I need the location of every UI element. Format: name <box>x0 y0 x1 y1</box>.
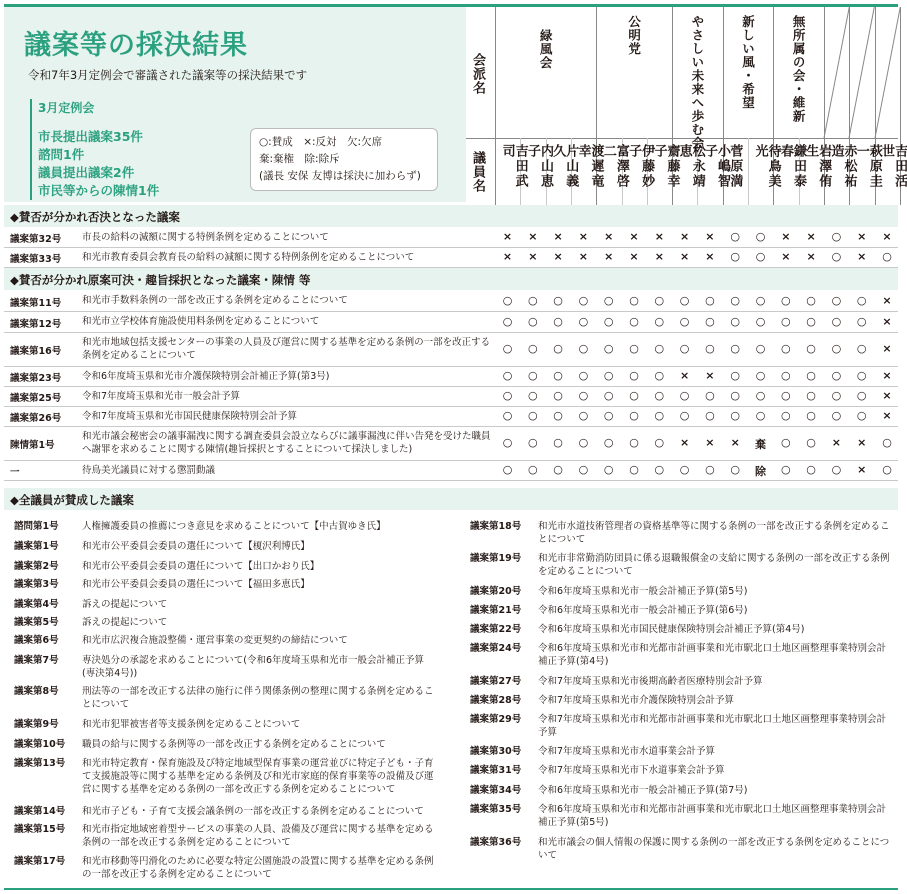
member-name: 萩原圭一 <box>853 144 882 189</box>
bill-number: 議案第27号 <box>470 676 522 687</box>
bill-title: 令和6年度埼玉県和光市一般会計補正予算(第6号) <box>538 605 748 616</box>
vote-mark: ○ <box>831 463 842 476</box>
vote-mark: ○ <box>705 342 715 355</box>
vote-mark: ○ <box>806 342 816 355</box>
vote-mark: × <box>857 463 867 476</box>
member-name: 菅原満 <box>727 144 743 189</box>
vote-mark: × <box>679 369 690 382</box>
vote-mark: ○ <box>527 314 538 328</box>
vote-mark: × <box>654 230 664 243</box>
vote-mark: ○ <box>755 342 766 355</box>
legend-box <box>250 128 438 191</box>
vote-mark: × <box>553 250 563 263</box>
bill-title: 待鳥美光議員に対する懲罰動議 <box>82 464 216 476</box>
vote-mark: ○ <box>603 342 614 355</box>
grid-column-line <box>748 138 749 205</box>
bill-title: 和光市議会の個人情報の保護に関する条例の一部を改正する条例を定めることについて <box>538 837 890 861</box>
page-title: 議案等の採決結果 <box>24 30 248 61</box>
bill-title: 和光市議会秘密会の議事漏洩に関する調査委員会設立ならびに議事漏洩に伴い告発を受けた職員へ謝罪を求めることに関する陳情(趣旨採択とすることについて採決しました) <box>82 431 491 455</box>
vote-mark: ○ <box>553 409 563 422</box>
vote-row <box>4 228 898 248</box>
vote-mark: × <box>806 250 816 263</box>
vote-mark: ○ <box>806 389 816 402</box>
vote-mark: ○ <box>679 293 690 307</box>
legend-line: 棄:棄権 除:除斥 <box>259 153 340 165</box>
vote-mark: × <box>882 369 892 382</box>
bill-title: 令和6年度埼玉県和光市和光都市計画事業和光市駅北口土地区画整理事業特別会計補正予算(第4号) <box>538 643 887 667</box>
bill-number: 議案第30号 <box>470 746 522 757</box>
bill-number: 議案第15号 <box>14 824 66 835</box>
member-header-grid <box>466 4 907 202</box>
bottom-rule <box>4 888 898 890</box>
vote-mark: ○ <box>679 342 690 355</box>
vote-mark: ○ <box>629 369 639 382</box>
vote-mark: ○ <box>654 463 665 476</box>
vote-mark: ○ <box>527 463 538 476</box>
vote-mark: ○ <box>578 314 589 328</box>
vote-mark: × <box>857 436 867 449</box>
vote-row <box>4 333 898 367</box>
vote-mark: ○ <box>502 389 513 402</box>
vote-mark: ○ <box>654 342 665 355</box>
vote-mark: ○ <box>527 409 538 422</box>
vote-mark: ○ <box>679 389 690 402</box>
vote-row <box>4 461 898 481</box>
bill-title: 令和7年度埼玉県和光市水道事業会計予算 <box>538 746 716 757</box>
bill-title: 和光市子ども・子育て支援会議条例の一部を改正する条例を定めることについて <box>82 806 424 817</box>
vote-mark: ○ <box>578 409 589 422</box>
vote-mark: ○ <box>578 293 589 307</box>
vote-row <box>4 312 898 333</box>
bill-title: 訴えの提起について <box>82 599 168 610</box>
page-subtitle: 令和7年3月定例会で審議された議案等の採決結果です <box>28 68 308 82</box>
bill-title: 令和7年度埼玉県和光市一般会計予算 <box>82 390 241 402</box>
vote-mark: ○ <box>654 389 665 402</box>
diagonal-line <box>849 7 874 138</box>
vote-mark: ○ <box>806 369 816 382</box>
vote-mark: ○ <box>856 369 867 382</box>
vote-mark: ○ <box>603 389 614 402</box>
bill-number: 議案第23号 <box>10 373 62 384</box>
vote-mark: ○ <box>679 314 690 328</box>
bill-number: 一 <box>10 467 20 478</box>
party-name: 公明党 <box>626 15 642 56</box>
bill-number: 議案第14号 <box>14 806 66 817</box>
member-name: 小嶋智子 <box>702 144 731 189</box>
vote-row <box>4 427 898 461</box>
bill-number: 議案第33号 <box>10 254 62 265</box>
bill-title: 和光市特定教育・保育施設及び特定地域型保育事業の運営並びに特定子ども・子育て支援施設等に関する基準を定める条例及び和光市家庭的保育事業等の設備及び運営に関する基準を定める条例の一部を改正する条例を定めることについて <box>82 758 434 795</box>
bill-title: 和光市公平委員会委員の選任について【榎沢利博氏】 <box>82 541 310 552</box>
vote-mark: ○ <box>527 436 538 449</box>
vote-mark: ○ <box>629 314 639 328</box>
vote-mark: ○ <box>553 436 563 449</box>
vote-mark: ○ <box>502 342 513 355</box>
bill-title: 和光市非常勤消防団員に係る退職報償金の支給に関する条例の一部を改正する条例を定めることについて <box>538 553 890 577</box>
vote-mark: ○ <box>831 409 842 422</box>
vote-mark: ○ <box>780 389 791 402</box>
bill-number: 議案第12号 <box>10 318 62 330</box>
vote-mark: × <box>781 250 791 263</box>
vote-mark: ○ <box>755 230 766 243</box>
member-name: 吉田武司 <box>499 144 528 189</box>
vote-mark: ○ <box>603 369 614 382</box>
bill-title: 和光市移動等円滑化のために必要な特定公園施設の設置に関する基準を定める条例の一部を改正する条例を定めることについて <box>82 856 434 880</box>
vote-mark: ○ <box>578 369 589 382</box>
vote-mark: ○ <box>502 463 513 476</box>
vote-mark: ○ <box>831 314 842 328</box>
vote-mark: ○ <box>654 293 665 307</box>
section-split-header: ◆賛否が分かれ原案可決・趣旨採択となった議案・陳情 等 <box>4 268 898 290</box>
vote-mark: × <box>502 230 513 243</box>
member-name: 渡遲竜幸 <box>575 144 604 189</box>
grid-divider <box>466 138 898 139</box>
vote-mark: ○ <box>780 436 791 449</box>
member-name: 富澤啓二 <box>600 144 629 189</box>
vote-mark: ○ <box>603 409 614 422</box>
bill-number: 議案第3号 <box>14 579 59 590</box>
bill-number: 議案第17号 <box>14 856 66 867</box>
vote-mark: × <box>857 230 867 243</box>
vote-mark: ○ <box>629 436 639 449</box>
vote-mark: ○ <box>755 293 766 307</box>
party-name: 新しい風・希望 <box>740 15 756 110</box>
vote-mark: ○ <box>502 436 513 449</box>
bill-title: 令和6年度埼玉県和光市和光都市計画事業和光市駅北口土地区画整理事業特別会計補正予算(第5号) <box>538 804 887 828</box>
vote-mark: ○ <box>527 293 538 307</box>
vote-mark: × <box>705 230 715 243</box>
vote-mark: ○ <box>527 342 538 355</box>
no-party-cell <box>875 7 900 138</box>
bill-number: 議案第26号 <box>10 413 62 424</box>
party-name: 緑風会 <box>538 29 554 70</box>
vote-mark: ○ <box>755 389 766 402</box>
member-name: 片山義久 <box>550 144 579 189</box>
bill-number: 議案第10号 <box>14 739 66 750</box>
vote-mark: ○ <box>654 369 665 382</box>
bill-number: 議案第34号 <box>470 785 522 796</box>
vote-mark: ○ <box>755 369 766 382</box>
bill-title: 令和6年度埼玉県和光市国民健康保険特別会計補正予算(第4号) <box>538 624 805 635</box>
bill-title: 令和6年度埼玉県和光市一般会計補正予算(第7号) <box>538 785 748 796</box>
bill-title: 令和7年度埼玉県和光市介護保険特別会計予算 <box>538 695 735 706</box>
vote-mark: ○ <box>553 369 563 382</box>
vote-mark: ○ <box>705 389 715 402</box>
bill-title: 市長の給料の減額に関する特例条例を定めることについて <box>82 231 329 243</box>
member-name: 内山恵子 <box>524 144 553 189</box>
bill-number: 議案第9号 <box>14 719 59 730</box>
bill-number: 議案第13号 <box>14 758 66 769</box>
vote-row <box>4 291 898 312</box>
member-name: 松永靖恵 <box>676 144 705 189</box>
bill-number: 議案第2号 <box>14 561 59 572</box>
vote-mark: ○ <box>553 314 563 328</box>
bill-number: 議案第18号 <box>470 521 522 532</box>
vote-mark: ○ <box>856 293 867 307</box>
bill-title: 刑法等の一部を改正する法律の施行に伴う関係条例の整理に関する条例を定めることについて <box>82 686 434 710</box>
vote-mark: × <box>528 230 538 243</box>
vote-mark: ○ <box>603 293 614 307</box>
vote-mark: ○ <box>831 250 842 263</box>
vote-mark: ○ <box>856 409 867 422</box>
vote-mark: ○ <box>806 314 816 328</box>
bill-number: 議案第31号 <box>470 765 522 776</box>
vote-mark: ○ <box>831 342 842 355</box>
member-name: 吉田活世 <box>879 144 907 189</box>
vote-mark: ○ <box>831 389 842 402</box>
vote-mark: ○ <box>755 409 766 422</box>
vote-mark: × <box>528 250 538 263</box>
bill-number: 議案第1号 <box>14 541 59 552</box>
bill-number: 議案第24号 <box>470 643 522 654</box>
vote-mark: ○ <box>629 342 639 355</box>
bill-number: 議案第8号 <box>14 686 59 697</box>
bill-number: 議案第21号 <box>470 605 522 616</box>
vote-mark: × <box>882 409 892 422</box>
vote-mark: × <box>629 230 639 243</box>
bill-title: 令和7年度埼玉県和光市後期高齢者医療特別会計予算 <box>538 676 763 687</box>
vote-mark: ○ <box>882 463 892 476</box>
vote-mark: ○ <box>780 463 791 476</box>
vote-mark: 棄 <box>755 438 766 451</box>
vote-mark: ○ <box>806 293 816 307</box>
session-summary <box>30 99 159 200</box>
bill-title: 和光市手数料条例の一部を改正する条例を定めることについて <box>82 295 348 306</box>
vote-mark: ○ <box>705 314 715 328</box>
member-name: 待鳥美光 <box>752 144 781 189</box>
vote-mark: ○ <box>882 250 892 263</box>
vote-mark: ○ <box>527 389 538 402</box>
bill-number: 議案第20号 <box>470 586 522 597</box>
vote-row <box>4 367 898 387</box>
bill-number: 議案第32号 <box>10 234 62 245</box>
vote-mark: ○ <box>705 409 715 422</box>
vote-mark: ○ <box>730 230 740 243</box>
vote-mark: ○ <box>831 369 842 382</box>
vote-mark: ○ <box>578 342 589 355</box>
vote-mark: ○ <box>730 342 740 355</box>
vote-mark: ○ <box>780 293 791 307</box>
party-name: 無所属の会・維新 <box>791 15 807 123</box>
vote-mark: ○ <box>806 409 816 422</box>
member-name: 岩澤侑生 <box>803 144 832 189</box>
summary-item: 市民等からの陳情1件 <box>38 183 160 198</box>
vote-mark: × <box>604 250 614 263</box>
vote-mark: × <box>679 436 690 449</box>
faction-label: 会派名 <box>470 53 485 95</box>
vote-mark: × <box>882 230 892 243</box>
member-name: 伊藤妙子 <box>626 144 655 189</box>
bill-title: 和光市地域包括支援センターの事業の人員及び運営に関する基準を定める条例の一部を改正する条例を定めることについて <box>82 337 491 361</box>
vote-mark: ○ <box>553 389 563 402</box>
bill-title: 令和6年度埼玉県和光市一般会計補正予算(第5号) <box>538 586 748 597</box>
vote-mark: ○ <box>780 314 791 328</box>
bill-number: 議案第16号 <box>10 346 62 357</box>
member-name: 赤松祐造 <box>828 144 857 189</box>
vote-mark: × <box>502 250 513 263</box>
vote-mark: ○ <box>705 293 715 307</box>
bill-title: 令和7年度埼玉県和光市和光都市計画事業和光市駅北口土地区画整理事業特別会計予算 <box>538 714 887 738</box>
bill-title: 和光市立学校体育施設使用料条例を定めることについて <box>82 316 320 327</box>
vote-mark: × <box>553 230 563 243</box>
vote-mark: × <box>730 436 740 449</box>
vote-row <box>4 407 898 427</box>
bill-title: 和光市広沢複合施設整備・運営事業の変更契約の締結について <box>82 635 348 646</box>
vote-mark: ○ <box>755 314 766 328</box>
vote-mark: × <box>679 230 690 243</box>
bill-title: 職員の給与に関する条例等の一部を改正する条例を定めることについて <box>82 739 386 750</box>
vote-mark: ○ <box>553 293 563 307</box>
vote-mark: × <box>705 250 715 263</box>
vote-mark: ○ <box>553 463 563 476</box>
no-party-cell <box>849 7 874 138</box>
vote-mark: ○ <box>679 409 690 422</box>
vote-row <box>4 387 898 407</box>
bill-number: 議案第29号 <box>470 714 522 725</box>
section-unanimous-header: ◆全議員が賛成した議案 <box>4 488 898 510</box>
bill-number: 議案第7号 <box>14 655 59 666</box>
bill-number: 議案第36号 <box>470 837 522 848</box>
vote-mark: ○ <box>502 314 513 328</box>
vote-mark: ○ <box>654 409 665 422</box>
bill-number: 議案第5号 <box>14 617 59 628</box>
vote-mark: ○ <box>730 463 740 476</box>
vote-mark: ○ <box>730 389 740 402</box>
vote-mark: ○ <box>780 409 791 422</box>
vote-mark: ○ <box>780 342 791 355</box>
section-rejected-header: ◆賛否が分かれ否決となった議案 <box>4 205 898 227</box>
vote-mark: ○ <box>856 389 867 402</box>
vote-mark: 除 <box>755 465 766 478</box>
bill-title: 和光市犯罪被害者等支援条例を定めることについて <box>82 719 301 730</box>
vote-mark: × <box>705 436 715 449</box>
vote-mark: ○ <box>856 342 867 355</box>
vote-mark: × <box>781 230 791 243</box>
bill-number: 議案第22号 <box>470 624 522 635</box>
bill-number: 議案第25号 <box>10 393 62 404</box>
vote-mark: ○ <box>578 463 589 476</box>
member-name: 鎌田泰春 <box>777 144 806 189</box>
summary-item: 市長提出議案35件 <box>38 129 143 144</box>
vote-mark: ○ <box>856 314 867 328</box>
legend-line: (議長 安保 友博は採決に加わらず) <box>259 170 421 182</box>
vote-mark: ○ <box>730 293 740 307</box>
diagonal-line <box>824 7 849 138</box>
bill-title: 令和7年度埼玉県和光市国民健康保険特別会計予算 <box>82 410 298 422</box>
vote-mark: ○ <box>553 342 563 355</box>
vote-mark: ○ <box>502 409 513 422</box>
no-party-cell <box>824 7 849 138</box>
bill-number: 議案第11号 <box>10 297 62 309</box>
vote-mark: ○ <box>629 463 639 476</box>
summary-item: 諮問1件 <box>38 147 85 162</box>
bill-title: 令和6年度埼玉県和光市介護保険特別会計補正予算(第3号) <box>82 370 330 382</box>
bill-title: 和光市水道技術管理者の資格基準等に関する条例の一部を改正する条例を定めることについて <box>538 521 890 545</box>
vote-mark: ○ <box>882 436 892 449</box>
vote-mark: × <box>705 369 715 382</box>
vote-mark: ○ <box>527 369 538 382</box>
vote-mark: ○ <box>603 314 614 328</box>
bill-title: 訴えの提起について <box>82 617 168 628</box>
vote-mark: ○ <box>730 314 740 328</box>
vote-mark: ○ <box>679 463 690 476</box>
bill-number: 諮問第1号 <box>14 521 59 532</box>
vote-mark: ○ <box>831 293 842 307</box>
vote-mark: ○ <box>806 463 816 476</box>
party-name: やさしい未来へ歩む会 <box>689 15 705 150</box>
diagonal-line <box>875 7 900 138</box>
vote-mark: ○ <box>654 436 665 449</box>
vote-mark: × <box>882 293 892 307</box>
vote-row <box>4 248 898 268</box>
vote-mark: × <box>654 250 664 263</box>
header-panel <box>4 4 466 202</box>
vote-mark: ○ <box>578 436 589 449</box>
legend-line: ○:賛成 ×:反対 欠:欠席 <box>259 136 383 148</box>
vote-mark: ○ <box>502 369 513 382</box>
bill-number: 議案第4号 <box>14 599 59 610</box>
vote-mark: ○ <box>629 293 639 307</box>
vote-mark: × <box>578 230 588 243</box>
vote-mark: × <box>629 250 639 263</box>
vote-mark: ○ <box>502 293 513 307</box>
vote-mark: ○ <box>603 463 614 476</box>
vote-mark: ○ <box>730 250 740 263</box>
bill-title: 和光市公平委員会委員の選任について【出口かおり氏】 <box>82 561 320 572</box>
member-name: 齋藤幸子 <box>651 144 680 189</box>
member-label: 議員名 <box>470 151 485 193</box>
vote-mark: × <box>604 230 614 243</box>
bill-title: 和光市指定地域密着型サービスの事業の人員、設備及び運営に関する基準を定める条例の一部を改正する条例を定めることについて <box>82 824 434 848</box>
bill-number: 議案第6号 <box>14 635 59 646</box>
vote-mark: × <box>857 250 867 263</box>
vote-mark: ○ <box>831 230 842 243</box>
bill-number: 陳情第1号 <box>10 440 55 451</box>
vote-mark: ○ <box>629 409 639 422</box>
bill-number: 議案第19号 <box>470 553 522 564</box>
bill-title: 和光市教育委員会教育長の給料の減額に関する特例条例を定めることについて <box>82 251 415 263</box>
vote-mark: × <box>882 314 892 328</box>
vote-mark: ○ <box>806 436 816 449</box>
vote-mark: × <box>806 230 816 243</box>
vote-mark: ○ <box>755 250 766 263</box>
vote-mark: × <box>578 250 588 263</box>
vote-mark: ○ <box>730 369 740 382</box>
bill-title: 専決処分の承認を求めることについて(令和6年度埼玉県和光市一般会計補正予算(専決第4号)) <box>82 655 425 679</box>
summary-item: 議員提出議案2件 <box>38 165 135 180</box>
vote-mark: ○ <box>730 409 740 422</box>
vote-mark: ○ <box>705 463 715 476</box>
bill-title: 人権擁護委員の推薦につき意見を求めることについて【中古賀ゆき氏】 <box>82 521 386 532</box>
session-title: 3月定例会 <box>38 101 95 115</box>
vote-mark: ○ <box>654 314 665 328</box>
vote-mark: × <box>679 250 690 263</box>
vote-mark: × <box>831 436 841 449</box>
vote-mark: × <box>882 342 892 355</box>
grid-column-line <box>495 7 496 205</box>
bill-title: 和光市公平委員会委員の選任について【福田多恵氏】 <box>82 579 310 590</box>
vote-mark: ○ <box>780 369 791 382</box>
bill-number: 議案第28号 <box>470 695 522 706</box>
bill-number: 議案第35号 <box>470 804 522 815</box>
vote-mark: × <box>882 389 892 402</box>
vote-mark: ○ <box>603 436 614 449</box>
vote-mark: ○ <box>629 389 639 402</box>
bill-title: 令和7年度埼玉県和光市下水道事業会計予算 <box>538 765 725 776</box>
vote-mark: ○ <box>578 389 589 402</box>
